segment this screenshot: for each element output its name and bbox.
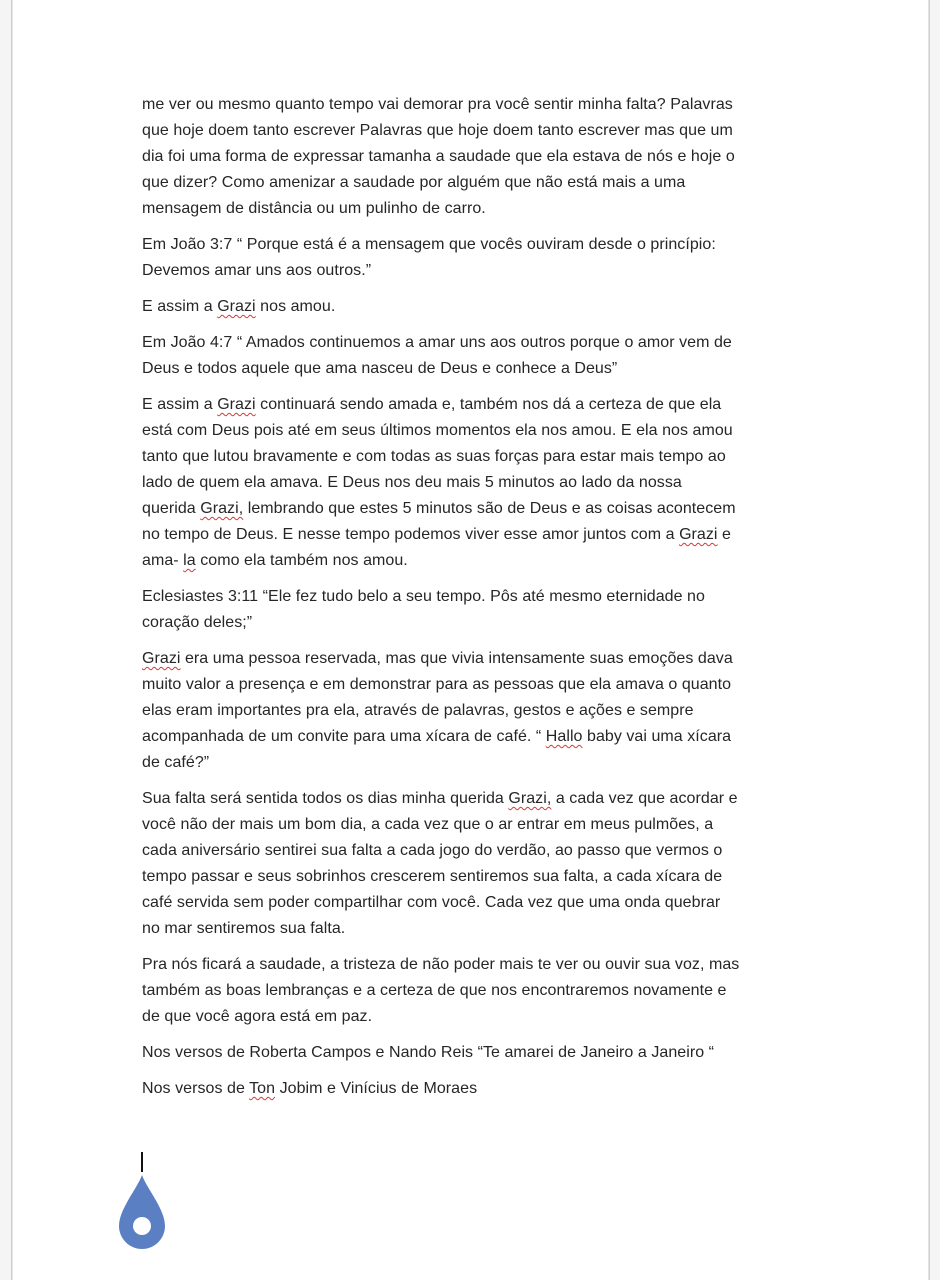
text-run: Jobim e Vinícius de Moraes: [275, 1080, 478, 1097]
text-run: ama-: [142, 552, 184, 569]
text-run: elas eram importantes pra ela, através de palavras, gestos e ações e sempre: [142, 702, 694, 719]
text-line: [142, 496, 822, 522]
text-line: [142, 294, 822, 320]
paragraph: [142, 1040, 822, 1066]
text-run: querida: [142, 500, 201, 517]
text-run: nos amou.: [255, 298, 336, 315]
text-run: Em João 4:7 “ Amados continuemos a amar uns aos outros porque o amor vem de: [142, 334, 732, 351]
text-line: [142, 444, 822, 470]
text-run: baby vai uma xícara: [582, 728, 732, 745]
misspelled-word[interactable]: Grazi: [142, 650, 181, 667]
text-run: lado de quem ela amava. E Deus nos deu mais 5 minutos ao lado da nossa: [142, 474, 682, 491]
text-line: [142, 170, 822, 196]
text-run: a cada vez que acordar e: [551, 790, 738, 807]
misspelled-word[interactable]: Grazi: [679, 526, 718, 543]
text-line: [142, 786, 822, 812]
text-line: [142, 522, 822, 548]
text-run: Pra nós ficará a saudade, a tristeza de não poder mais te ver ou ouvir sua voz, mas: [142, 956, 740, 973]
text-line: [142, 330, 822, 356]
text-line: [142, 356, 822, 382]
document-body[interactable]: [142, 92, 822, 1112]
text-line: [142, 672, 822, 698]
text-run: muito valor a presença e em demonstrar para as pessoas que ela amava o quanto: [142, 676, 732, 693]
text-cursor: [141, 1152, 143, 1172]
text-line: [142, 916, 822, 942]
text-run: que hoje doem tanto escrever Palavras que hoje doem tanto escrever mas que um: [142, 122, 733, 139]
text-line: [142, 548, 822, 574]
text-run: café servida sem poder compartilhar com você. Cada vez que uma onda quebrar: [142, 894, 721, 911]
text-run: tempo passar e seus sobrinhos crescerem sentiremos sua falta, a cada xícara de: [142, 868, 723, 885]
text-line: [142, 838, 822, 864]
document-page[interactable]: [11, 0, 930, 1280]
text-line: [142, 118, 822, 144]
text-line: [142, 418, 822, 444]
text-line: [142, 952, 822, 978]
text-line: [142, 258, 822, 284]
text-run: Em João 3:7 “ Porque está é a mensagem que vocês ouviram desde o princípio:: [142, 236, 716, 253]
text-line: [142, 610, 822, 636]
text-run: tanto que lutou bravamente e com todas as suas forças para estar mais tempo ao: [142, 448, 726, 465]
text-line: [142, 196, 822, 222]
misspelled-word[interactable]: Hallo: [545, 728, 583, 745]
paragraph: [142, 232, 822, 284]
text-run: que dizer? Como amenizar a saudade por alguém que não está mais a uma: [142, 174, 686, 191]
text-line: [142, 470, 822, 496]
paragraph: [142, 584, 822, 636]
teardrop-handle-icon: [119, 1175, 165, 1249]
text-run: de que você agora está em paz.: [142, 1008, 373, 1025]
text-line: [142, 144, 822, 170]
text-run: Nos versos de: [142, 1080, 250, 1097]
text-line: [142, 864, 822, 890]
text-run: como ela também nos amou.: [195, 552, 408, 569]
misspelled-word[interactable]: Ton: [249, 1080, 276, 1097]
paragraph: [142, 392, 822, 574]
text-run: Devemos amar uns aos outros.”: [142, 262, 372, 279]
text-line: [142, 724, 822, 750]
text-line: [142, 812, 822, 838]
text-run: no mar sentiremos sua falta.: [142, 920, 346, 937]
text-line: [142, 392, 822, 418]
text-run: dia foi uma forma de expressar tamanha a saudade que ela estava de nós e hoje o: [142, 148, 735, 165]
paragraph: [142, 1076, 822, 1102]
paragraph: [142, 294, 822, 320]
misspelled-word[interactable]: Grazi: [217, 396, 256, 413]
text-run: Deus e todos aquele que ama nasceu de Deus e conhece a Deus”: [142, 360, 618, 377]
handle-hole: [133, 1217, 151, 1235]
text-line: [142, 1040, 822, 1066]
text-run: E assim a: [142, 396, 218, 413]
text-run: Sua falta será sentida todos os dias minha querida: [142, 790, 509, 807]
text-run: também as boas lembranças e a certeza de que nos encontraremos novamente e: [142, 982, 727, 999]
paragraph: [142, 330, 822, 382]
text-run: E assim a: [142, 298, 218, 315]
paragraph: [142, 646, 822, 776]
misspelled-word[interactable]: la: [183, 552, 196, 569]
text-line: [142, 698, 822, 724]
misspelled-word[interactable]: Grazi: [217, 298, 256, 315]
text-line: [142, 890, 822, 916]
text-run: lembrando que estes 5 minutos são de Deus e as coisas acontecem: [243, 500, 736, 517]
text-run: de café?”: [142, 754, 210, 771]
text-run: e: [717, 526, 731, 543]
text-run: acompanhada de um convite para uma xícara de café. “: [142, 728, 546, 745]
text-run: me ver ou mesmo quanto tempo vai demorar pra você sentir minha falta? Palavras: [142, 96, 733, 113]
text-line: [142, 750, 822, 776]
selection-handle-icon[interactable]: [119, 1175, 165, 1249]
text-run: continuará sendo amada e, também nos dá a certeza de que ela: [255, 396, 722, 413]
text-run: está com Deus pois até em seus últimos momentos ela nos amou. E ela nos amou: [142, 422, 733, 439]
text-run: Eclesiastes 3:11 “Ele fez tudo belo a seu tempo. Pôs até mesmo eternidade no: [142, 588, 705, 605]
text-line: [142, 646, 822, 672]
text-line: [142, 92, 822, 118]
text-line: [142, 584, 822, 610]
text-run: coração deles;”: [142, 614, 253, 631]
text-run: cada aniversário sentirei sua falta a cada jogo do verdão, ao passo que vermos o: [142, 842, 723, 859]
paragraph: [142, 92, 822, 222]
text-run: mensagem de distância ou um pulinho de carro.: [142, 200, 486, 217]
text-line: [142, 1076, 822, 1102]
paragraph: [142, 786, 822, 942]
text-line: [142, 1004, 822, 1030]
text-run: Nos versos de Roberta Campos e Nando Reis “Te amarei de Janeiro a Janeiro “: [142, 1044, 715, 1061]
misspelled-word[interactable]: Grazi,: [200, 500, 244, 517]
text-line: [142, 978, 822, 1004]
text-line: [142, 232, 822, 258]
text-run: no tempo de Deus. E nesse tempo podemos viver esse amor juntos com a: [142, 526, 680, 543]
text-run: era uma pessoa reservada, mas que vivia intensamente suas emoções dava: [180, 650, 733, 667]
paragraph: [142, 952, 822, 1030]
misspelled-word[interactable]: Grazi,: [508, 790, 552, 807]
text-run: você não der mais um bom dia, a cada vez que o ar entrar em meus pulmões, a: [142, 816, 714, 833]
